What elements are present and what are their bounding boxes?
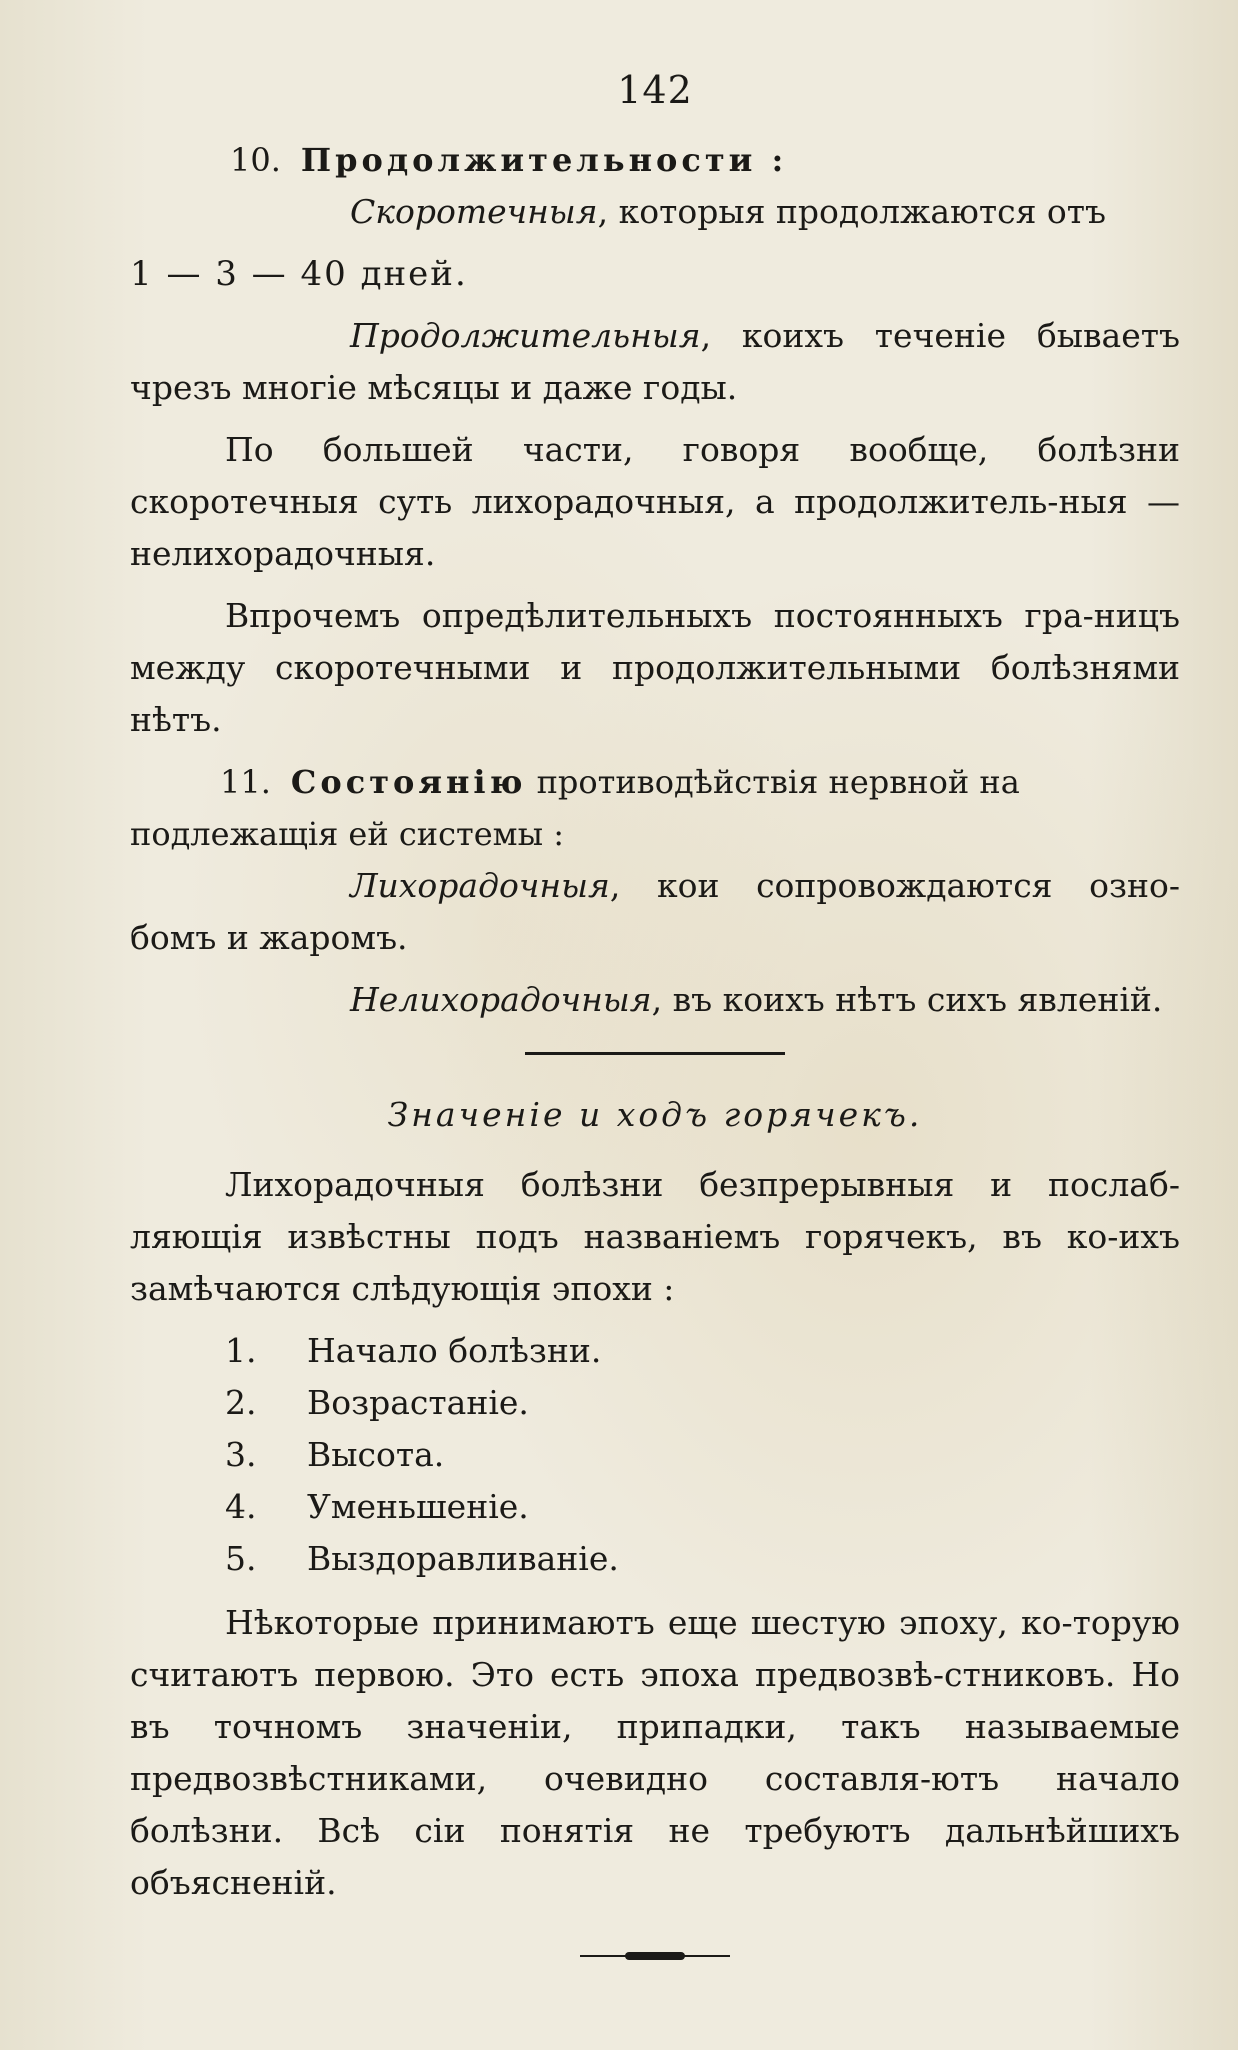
stage-number: 4. xyxy=(225,1487,257,1526)
long-course-text: , коихъ теченіе бываетъ чрезъ многіе мѣсяцы и даже годы. xyxy=(130,316,1180,407)
section-10-paragraph-2 xyxy=(130,310,1180,414)
section-10-number: 10. xyxy=(230,141,281,179)
section-10-heading xyxy=(130,134,1180,186)
section-11-title-rest: противодѣйствія нервной на подлежащія ей системы : xyxy=(130,763,1020,853)
list-item xyxy=(225,1325,1180,1377)
list-item xyxy=(225,1481,1180,1533)
section-divider xyxy=(525,1052,785,1055)
end-ornament xyxy=(580,1949,730,1963)
term-short-course: Скоротечныя xyxy=(350,192,598,231)
stage-number: 1. xyxy=(225,1331,257,1370)
stage-label: Начало болѣзни. xyxy=(307,1331,602,1370)
page-number: 142 xyxy=(617,68,693,112)
section-11-heading xyxy=(130,756,1180,860)
stage-number: 3. xyxy=(225,1435,257,1474)
febrile-text: , кои сопровождаются озно-бомъ и жаромъ. xyxy=(130,866,1180,957)
stage-number: 5. xyxy=(225,1539,257,1578)
section-10-paragraph-3: По большей части, говоря вообще, болѣзни скоротечныя суть лихорадочныя, а продолжитель-ныя — нелихорадочныя. xyxy=(130,430,1180,573)
section-11-paragraph-2 xyxy=(130,974,1180,1026)
subheading: Значеніе и ходъ горячекъ. xyxy=(387,1095,923,1134)
section-11-number: 11. xyxy=(220,763,271,801)
short-course-text: , которыя продолжаются отъ xyxy=(597,192,1106,231)
list-item xyxy=(225,1533,1180,1585)
section-10-paragraph-4: Впрочемъ опредѣлительныхъ постоянныхъ гра-ницъ между скоротечными и продолжительными болѣзнями нѣтъ. xyxy=(130,596,1180,739)
section-11-paragraph-1 xyxy=(130,860,1180,964)
duration-numbers: 1 — 3 — 40 дней. xyxy=(130,254,468,294)
list-item xyxy=(225,1377,1180,1429)
term-long-course: Продолжительныя xyxy=(350,316,701,355)
stages-list xyxy=(130,1325,1180,1585)
stage-label: Выздоравливаніе. xyxy=(307,1539,619,1578)
section-11-title: Состоянію xyxy=(290,763,527,801)
closing-paragraph: Нѣкоторые принимаютъ еще шестую эпоху, ко-торую считаютъ первою. Это есть эпоха предвозвѣ-стниковъ. Но въ точномъ значеніи, припадки, такъ называемые предвозвѣстниками, очевидно составля-ютъ начало болѣзни. Всѣ сіи понятія не требуютъ дальнѣйшихъ объясненій. xyxy=(130,1603,1180,1902)
section-10-paragraph-1 xyxy=(130,186,1180,238)
list-item xyxy=(225,1429,1180,1481)
term-febrile: Лихорадочныя xyxy=(350,866,610,905)
intro-paragraph: Лихорадочныя болѣзни безпрерывныя и послаб-ляющія извѣстны подъ названіемъ горячекъ, въ ко-ихъ замѣчаются слѣдующія эпохи : xyxy=(130,1165,1180,1308)
term-nonfebrile: Нелихорадочныя xyxy=(350,980,652,1019)
stage-label: Высота. xyxy=(307,1435,445,1474)
stage-number: 2. xyxy=(225,1383,257,1422)
stage-label: Возрастаніе. xyxy=(307,1383,529,1422)
nonfebrile-text: , въ коихъ нѣтъ сихъ явленій. xyxy=(651,980,1163,1019)
page-text xyxy=(130,60,1180,1963)
stage-label: Уменьшеніе. xyxy=(307,1487,529,1526)
section-10-title: Продолжительности : xyxy=(300,141,788,179)
